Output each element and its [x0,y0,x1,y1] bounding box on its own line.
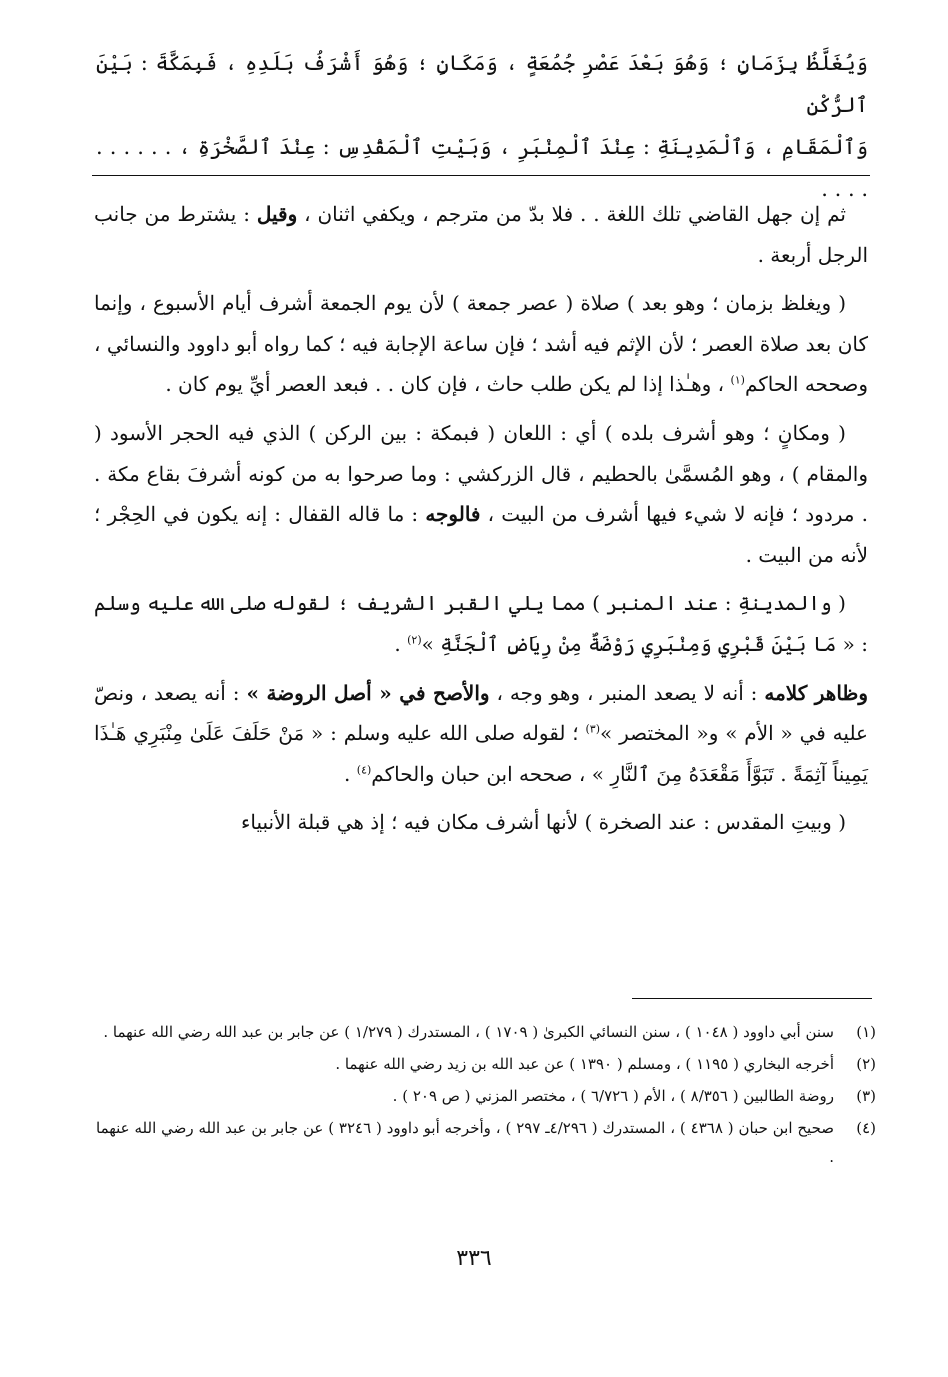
footnote-3 [96,1082,876,1111]
paragraph-5-text-e: . [344,761,357,786]
paragraph-2 [94,283,868,405]
footnote-1 [96,1018,876,1047]
footnote-text: سنن أبي داوود ( ١٠٤٨ ) ، سنن النسائي الكبرىٰ ( ١٧٠٩ ) ، المستدرك ( ١/٢٧٩ ) عن جابر بن عبد الله رضي الله عنهما . [103,1023,834,1041]
paragraph-1 [94,194,868,275]
matn-text [96,42,868,210]
matn-line-2: وَٱلْمَقَامِ ، وَٱلْمَدِينَةِ : عِنْدَ ٱلْمِنْبَرِ ، وَبَيْتِ ٱلْمَقْدِسِ : عِنْدَ ٱلصَّخْرَةِ ، . . . . . . . . . . [96,135,868,201]
paragraph-4-text-a: ( والمدينةِ : عند المنبر ) مما يلي القبر الشريف ؛ لقوله صلى الله عليه وسلم : « مَا بَيْنَ قَبْرِي وَمِنْبَرِي رَوْضَةٌ مِنْ رِيَاضِ ٱلْجَنَّةِ » [94,591,868,656]
footnote-text: أخرجه البخاري ( ١١٩٥ ) ، ومسلم ( ١٣٩٠ ) عن عبد الله بن زيد رضي الله عنهما . [335,1055,834,1073]
matn-separator-rule [92,175,870,176]
footnotes [96,1018,876,1175]
paragraph-3-text-a: ( ومكانٍ ؛ وهو أشرف بلده ) أي : اللعان ( فبمكة : بين الركن ) الذي فيه الحجر الأسود ( والمقام ) ، وهو المُسمَّىٰ بالحطيم ، قال الزركشي : وما صرحوا به من كونه أشرفَ بقاع مكة . . مردود ؛ فإنه لا شيء فيها أشرف من البيت ، [94,420,868,527]
paragraph-5-bold-2: والأصح في « أصل الروضة » [246,680,490,705]
paragraph-2-text-a: ( ويغلظ بزمان ؛ وهو بعد ) صلاة ( عصر جمعة ) لأن يوم الجمعة أشرف أيام الأسبوع ، وإنما كان بعد صلاة العصر ؛ لأن الإثم فيه أشد ؛ فإن ساعة الإجابة فيه ؛ كما رواه أبو داوود والنسائي ، وصححه الحاكم [94,291,869,397]
paragraph-1-bold: وقيل [256,202,298,226]
paragraph-3-text-c: : ما قاله القفال : إنه يكون في الحِجْر ؛ لأنه من البيت . [94,502,868,567]
page-number: ٣٣٦ [456,1246,492,1271]
footnote-number: (١) [856,1023,876,1041]
commentary-body [94,194,868,851]
footnote-ref-4[interactable]: (٤) [356,763,372,777]
paragraph-4 [94,583,868,664]
footnote-text: صحيح ابن حبان ( ٤٣٦٨ ) ، المستدرك ( ٤/٢٩٦ـ ٢٩٧ ) ، وأخرجه أبو داوود ( ٣٢٤٦ ) عن جابر بن عبد الله رضي الله عنهما . [96,1119,835,1166]
paragraph-2-text-c: ، وهـٰذا إذا لم يكن طلب حاث ، فإن كان . . فبعد العصر أيِّ يوم كان . [165,372,731,397]
paragraph-4-text-c: . [394,631,408,656]
paragraph-3-bold: فالوجه [425,502,481,527]
paragraph-5-text-a: : أنه لا يصعد المنبر ، وهو وجه ، [489,680,765,705]
footnote-ref-2[interactable]: (٢) [407,633,422,647]
paragraph-5 [94,673,868,795]
footnote-ref-3[interactable]: (٣) [585,722,600,736]
footnote-number: (٣) [856,1087,876,1105]
footnote-ref-1[interactable]: (١) [730,373,745,387]
paragraph-6-text-a: ( وبيتِ المقدس : عند الصخرة ) لأنها أشرف مكان فيه ؛ إذ هي قبلة الأنبياء [240,810,846,835]
footnote-separator-rule [632,998,872,999]
footnote-number: (٤) [856,1119,876,1137]
footnote-text: روضة الطالبين ( ٨/٣٥٦ ) ، الأم ( ٦/٧٢٦ ) ، مختصر المزني ( ص ٢٠٩ ) . [392,1087,834,1105]
footnote-2 [96,1050,876,1079]
paragraph-5-bold-1: وظاهر كلامه [764,680,869,705]
paragraph-1-text-c: : يشترط من جانب الرجل أربعة . [94,202,868,267]
footnote-number: (٢) [856,1055,876,1073]
matn-line-1: وَيُغَلَّظُ بِزَمَانٍ ؛ وَهُوَ بَعْدَ عَصْرِ جُمُعَةٍ ، وَمَكَانٍ ؛ وَهُوَ أَشْرَفُ بَلَدِهِ ، فَبِمَكَّةَ : بَيْنَ ٱلرُّكْنِ [96,51,868,117]
paragraph-5-text-c: : أنه يصعد ، ونصّ عليه في « الأم » و« المختصر » [94,680,868,746]
footnote-4 [96,1114,876,1172]
paragraph-3 [94,413,868,575]
paragraph-1-text-a: ثم إن جهل القاضي تلك اللغة . . فلا بدّ من مترجم ، ويكفي اثنان ، [297,202,846,226]
paragraph-5-text-d: ؛ لقوله صلى الله عليه وسلم : « مَنْ حَلَفَ عَلَىٰ مِنْبَرِي هَـٰذَا يَمِيناً آثِمَةً . تَبَوَّأَ مَقْعَدَهُ مِنَ ٱلنَّارِ » ، صححه ابن حبان والحاكم [94,721,868,786]
paragraph-6 [94,802,868,843]
